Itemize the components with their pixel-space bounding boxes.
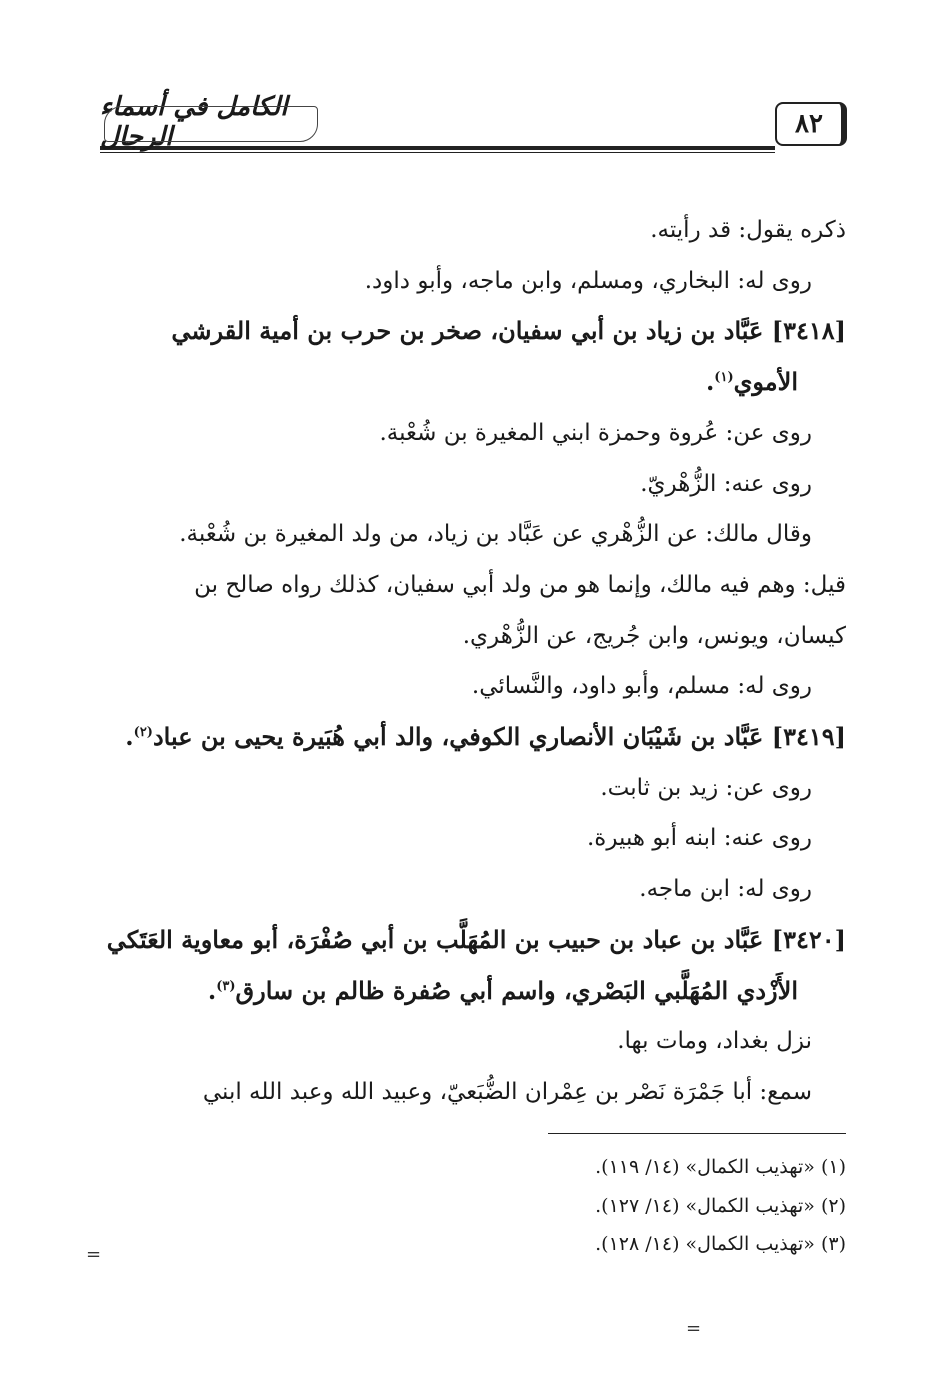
footnote-ref[interactable]: (١): [714, 370, 734, 386]
text-line: روى عن: زيد بن ثابت.: [600, 774, 812, 801]
entry-heading-continuation: الأموي$^{(١)}$.: [705, 367, 798, 397]
entry-number: [٣٤٢٠]: [771, 924, 846, 954]
page-header: [100, 92, 847, 160]
entry-heading-3419: [٣٤١٩] عَبَّاد بن شَيْبَان الأنصاري الكوفي، والد أبي هُبَيرة يحيى بن عباد$^{(٢)}$.: [125, 722, 846, 752]
book-title: الكامل في أسماء الرجال: [100, 92, 288, 152]
entry-number: [٣٤١٩]: [771, 722, 846, 752]
footnote-2: (٢) «تهذيب الكمال» (١٤/ ١٢٧).: [595, 1194, 846, 1217]
footnote-3: (٣) «تهذيب الكمال» (١٤/ ١٢٨).: [595, 1233, 846, 1255]
text-line: روى له: مسلم، وأبو داود، والنَّسائي.: [471, 673, 812, 700]
header-rule-thin: [100, 152, 775, 153]
footnote-ref[interactable]: (٢): [133, 725, 153, 741]
text-line: سمع: أبا جَمْرَة نَصْر بن عِمْران الضُّبَعيّ، وعبيد الله وعبد الله ابني: [202, 1078, 812, 1105]
entry-heading-3420: [٣٤٢٠] عَبَّاد بن عباد بن حبيب بن المُهَلَّب بن أبي صُفْرَة، أبو معاوية العَتَكي: [106, 924, 846, 954]
margin-mark-left: =: [86, 1244, 102, 1265]
text-line: كيسان، ويونس، وابن جُريج، عن الزُّهْري.: [462, 622, 846, 649]
text-line: روى له: ابن ماجه.: [639, 876, 812, 903]
text-line: روى عنه: الزُّهْريّ.: [640, 470, 812, 497]
margin-mark-bottom: =: [686, 1318, 702, 1339]
title-flourish-ornament: [104, 106, 318, 142]
text-line: روى عن: عُروة وحمزة ابني المغيرة بن شُعْبة.: [379, 419, 812, 446]
text-line: ذكره يقول: قد رأيته.: [650, 217, 846, 243]
entry-heading-3418: [٣٤١٨] عَبَّاد بن زياد بن أبي سفيان، صخر بن حرب بن أمية القرشي: [171, 316, 846, 346]
text-line: وقال مالك: عن الزُّهْري عن عَبَّاد بن زياد، من ولد المغيرة بن شُعْبة.: [179, 521, 812, 548]
page-number-box: [775, 102, 847, 146]
text-line: روى له: البخاري، ومسلم، وابن ماجه، وأبو داود.: [364, 267, 812, 294]
footnotes: [104, 1148, 846, 1264]
page-number: ٨٢: [795, 109, 823, 139]
footnote-separator: [548, 1133, 846, 1134]
text-line: قيل: وهم فيه مالك، وإنما هو من ولد أبي سفيان، كذلك رواه صالح بن: [194, 571, 846, 598]
entry-number: [٣٤١٨]: [771, 316, 846, 346]
text-line: روى عنه: ابنه أبو هبيرة.: [586, 825, 812, 852]
main-text: [104, 205, 846, 1118]
book-title-calligraphy: [100, 92, 320, 152]
text-line: نزل بغداد، ومات بها.: [617, 1028, 812, 1055]
footnote-ref[interactable]: (٣): [216, 978, 236, 994]
footnote-1: (١) «تهذيب الكمال» (١٤/ ١١٩).: [595, 1156, 846, 1178]
entry-heading-continuation: الأَزْدي المُهَلَّبي البَصْري، واسم أبي صُفرة ظالم بن سارق$^{(٣)}$.: [207, 975, 798, 1005]
